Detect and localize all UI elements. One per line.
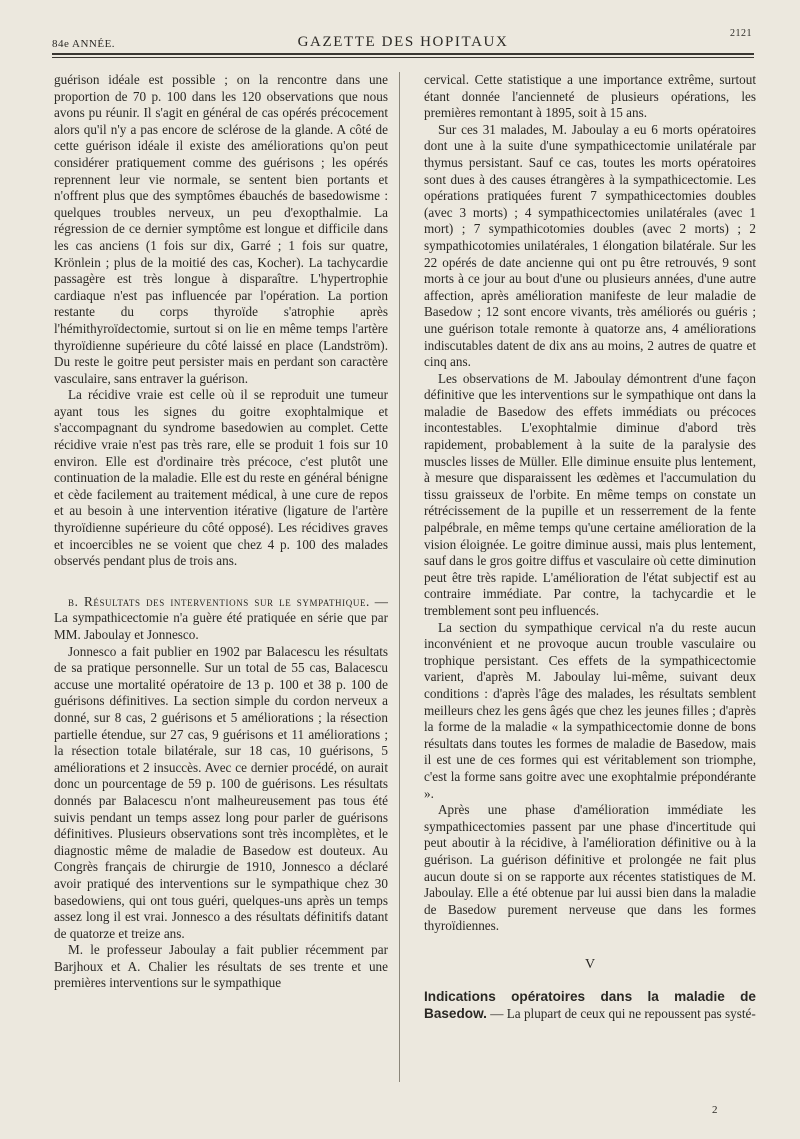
left-column bbox=[54, 72, 388, 992]
paragraph: cervical. Cette statistique a une importance extrême, surtout étant donnée l'ancienneté de plusieurs opérations, les premières remontant à 1895, soit à 15 ans. bbox=[424, 72, 756, 121]
paragraph: M. le professeur Jaboulay a fait publier récemment par Barjhoux et A. Chalier les résultats de ses trente et une premières interventions sur le sympathique bbox=[54, 942, 388, 991]
section-text: — La sympathicectomie n'a guère été pratiquée en série que par MM. Jaboulay et Jonnesco. bbox=[54, 593, 388, 642]
section-heading: Indications opératoires dans la maladie de Basedow. bbox=[424, 989, 756, 1022]
paragraph: Les observations de M. Jaboulay démontrent d'une façon définitive que les interventions sur le sympathique ont dans la maladie de Basedow des effets immédiats ou précoces incontestables. L'exophtalmie diminue d'abord très rapidement, probablement à la suite de la paralysie des muscles lisses de Müller. Elle diminue ensuite plus lentement, à mesure que disparaissent les œdèmes et l'accumulation du tissu graisseux de l'orbite. En même temps on constate un rétrécissement de la pupille et un resserrement de la fente palpébrale, en même temps qu'une certaine amélioration de la vision éloignée. Le goitre diminue aussi, mais plus lentement, sauf dans le gros goitre diffus et vasculaire où cette diminution peut être très rapide. L'amélioration de l'état subjectif est au contraire immédiate. Par contre, la tachycardie et le tremblement sont peu influencés. bbox=[424, 370, 756, 618]
header-rule-thick bbox=[52, 53, 754, 55]
right-column bbox=[424, 72, 756, 1023]
paragraph: guérison idéale est possible ; on la rencontre dans une proportion de 70 p. 100 dans les 120 observations que nous avons pu réunir. Il s'agit en général de cas opérés précocement alors qu'il n'y a pas encore de sclérose de la glande. A côté de cette guérison idéale il existe des améliorations qu'on peut considérer pratiquement comme des guérisons ; les opérés reprennent leur vie normale, se sentent bien portants et n'offrent plus que des symptômes ébauchés de basedowisme : quelques troubles nerveux, un peu d'exopthalmie. La régression de ce dernier symptôme est longue et difficile dans les cas anciens (1 fois sur dix, Garré ; 1 fois sur quatre, Krönlein ; plus de la moitié des cas, Kocher). La tachycardie passagère est très longue à disparaître. L'hypertrophie cardiaque n'est pas influencée par l'opération. La portion restante du corps thyroïde s'atrophie après l'hémithyroïdectomie, surtout si on lie en même temps l'artère thyroïdienne supérieure du côté laissé en place (Landström). Du reste le goitre peut persister mais en perdant son caractère vasculaire, sans entraver la guérison. bbox=[54, 72, 388, 386]
header-rule-thin bbox=[52, 57, 754, 58]
paragraph: La section du sympathique cervical n'a du reste aucun inconvénient et ne provoque aucun trouble vasculaire ou trophique persistant. Ces effets de la sympathicectomie varient, d'après M. Jaboulay lui-même, suivant deux conditions : d'après l'âge des malades, les résultats semblent meilleurs chez les gens âgés que chez les jeunes filles ; d'après la forme de la maladie « la sympathicectomie donne de bons résultats dans toutes les formes de maladie de Basedow, mais il est une de ces formes qui est véritablement son triomphe, c'est la forme sans goitre avec une exophtalmie prépondérante ». bbox=[424, 619, 756, 801]
column-divider bbox=[399, 72, 400, 1082]
section-number: V bbox=[584, 956, 596, 972]
section-paragraph bbox=[424, 989, 756, 1022]
page-header bbox=[52, 26, 754, 56]
header-year: 84e ANNÉE. bbox=[52, 38, 116, 50]
section-paragraph bbox=[54, 594, 388, 644]
header-title: GAZETTE DES HOPITAUX bbox=[297, 34, 509, 50]
paragraph: Jonnesco a fait publier en 1902 par Balacescu les résultats de sa pratique personnelle. Sur un total de 55 cas, Balacescu accuse une mortalité opératoire de 13 p. 100 et 38 p. 100 de guérisons définitives. La section simple du cordon nerveux a donné, sur 8 cas, 2 guérisons et 5 améliorations ; la résection partielle étendue, sur 27 cas, 9 guérisons et 11 améliorations ; la résection totale bilatérale, sur 18 cas, 10 guérisons, 5 améliorations et 2 insuccès. Avec ce dernier procédé, on aurait donc un pourcentage de 59 p. 100 de guérisons. Les résultats donnés par Balacescu n'ont malheureusement pas tous été suivis pendant un temps assez long pour parler de guérisons définitives. Plusieurs observations sont très incomplètes, et le diagnostic même de maladie de Basedow est douteux. Au Congrès français de chirurgie de 1910, Jonnesco a déclaré avoir pratiqué des interventions sur le sympathique chez 30 basedowiens, qui ont tous guéri, quelques-uns après un temps assez long il est vrai. Jonnesco a des résultats définitifs datant de quatorze et treize ans. bbox=[54, 643, 388, 941]
section-text: — La plupart de ceux qui ne repoussent pas systé- bbox=[486, 1006, 756, 1022]
paragraph: Après une phase d'amélioration immédiate les sympathicectomies passent par une phase d'incertitude qui peut aboutir à la récidive, à l'amélioration définitive ou à la guérison. La guérison définitive et prolongée ne fait plus aucun doute si on se rapporte aux récentes statistiques de M. Jaboulay. Elle a été obtenue par lui aussi bien dans la maladie de Basedow purement nerveuse que dans les formes thyroïdiennes. bbox=[424, 802, 756, 934]
paragraph: La récidive vraie est celle où il se reproduit une tumeur ayant tous les signes du goitre exophtalmique et s'accompagnant du syndrome basedowien au complet. Cette récidive vraie n'est pas très rare, elle se produit 1 fois sur 10 environ. Elle est d'ordinaire très précoce, c'est plutôt une continuation de la maladie. Elle est du reste en général bénigne et cède facilement au traitement médical, à une cure de repos et au besoin à une intervention itérative (ligature de l'artère thyroïdienne supérieure du côté opposé). Les récidives graves et incoercibles ne se voient que chez 4 p. 100 des malades observés pendant plus de trois ans. bbox=[54, 387, 388, 569]
paragraph: Sur ces 31 malades, M. Jaboulay a eu 6 morts opératoires dont une à la suite d'une sympathicectomie unilatérale par thymus persistant. Sauf ce cas, toutes les morts opératoires sont dues à des causes étrangères à la sympathicectomie. Les opérations pratiquées furent 7 sympathicectomies doubles (avec 3 morts) ; 4 sympathicectomies unilatérales (avec 1 mort) ; 7 sympathicotomies doubles (avec 2 morts) ; 2 sympathicotomies unilatérales, 1 élongation bilatérale. Sur les 22 opérés de date ancienne qui ont pu être retrouvés, 9 sont morts à ce jour au bout d'une ou plusieurs années, d'une autre affection, après amélioration manifeste de leur maladie de Basedow ; 12 sont encore vivants, très améliorés ou guéris ; une guérison totale remonte à quatorze ans, 4 améliorations indiscutables datent de dix ans au moins, 2 autres de quatre et cinq ans. bbox=[424, 121, 756, 370]
section-label: β. Résultats des interventions sur le sympathique. bbox=[68, 593, 370, 609]
header-page-number: 2121 bbox=[730, 28, 752, 39]
signature-mark: 2 bbox=[712, 1104, 718, 1116]
